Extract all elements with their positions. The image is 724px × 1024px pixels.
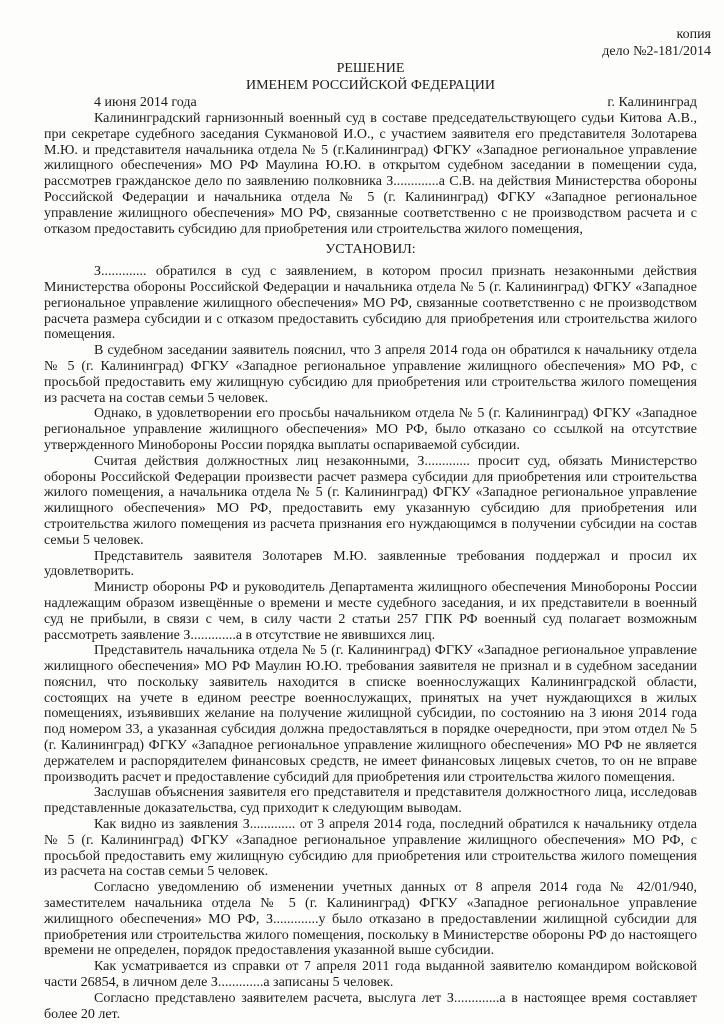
- paragraph: Однако, в удовлетворении его просьбы начальником отдела № 5 (г. Калининград) ФГКУ «Западное региональное управление жилищного обеспечения» МО РФ, было отказано со ссылкой на отсутствие утвержденного Минобороны России порядка выплаты оспариваемой субсидии.: [44, 406, 697, 453]
- decision-date: 4 июня 2014 года: [94, 95, 197, 110]
- paragraph: Министр обороны РФ и руководитель Департамента жилищного обеспечения Минобороны России надлежащим образом извещённые о времени и месте судебного заседания, и их представители в военный суд не прибыли, в связи с чем, в силу части 2 статьи 257 ГПК РФ военный суд полагает возможным рассмотреть заявление З.............а в отсутствие не явившихся лиц.: [44, 580, 697, 643]
- body-paragraphs: [44, 264, 697, 1022]
- dateline: [44, 94, 697, 111]
- paragraph: Считая действия должностных лиц незаконными, З............. просит суд, обязать Министерство обороны Российской Федерации произвести расчет размера субсидии для приобретения или строительства жилого помещения, а начальника отдела № 5 (г. Калининград) ФГКУ «Западное региональное управление жилищного обеспечения» МО РФ, предоставить ему указанную субсидию для приобретения или строительства жилого помещения из расчета признания его нуждающимся в получении субсидии на состав семьи 5 человек.: [44, 453, 697, 548]
- paragraph: Согласно уведомлению об изменении учетных данных от 8 апреля 2014 года № 42/01/940, заместителем начальника отдела № 5 (г. Калининград) ФГКУ «Западное региональное управление жилищного обеспечения» МО РФ, З.............у было отказано в предоставлении жилищной субсидии для приобретения или строительства жилого помещения, поскольку в Министерстве обороны РФ до настоящего времени не определен, порядок предоставления указанной выше субсидии.: [44, 880, 697, 959]
- paragraph: Представитель заявителя Золотарев М.Ю. заявленные требования поддержал и просил их удовлетворить.: [44, 548, 697, 580]
- document-title: РЕШЕНИЕ: [336, 61, 405, 76]
- document-subtitle: ИМЕНЕМ РОССИЙСКОЙ ФЕДЕРАЦИИ: [245, 78, 496, 93]
- paragraph: Заслушав объяснения заявителя его представителя и представителя должностного лица, исследовав представленные доказательства, суд приходит к следующим выводам.: [44, 785, 697, 817]
- paragraph: Как видно из заявления З............. от 3 апреля 2014 года, последний обратился к начальнику отдела № 5 (г. Калининград) ФГКУ «Западное региональное управление жилищного обеспечения» МО РФ, с просьбой предоставить ему жилищную субсидию для приобретения или строительства жилого помещения из расчета на состав семьи 5 человек.: [44, 817, 697, 880]
- established-heading: УСТАНОВИЛ:: [325, 242, 416, 258]
- decision-city: г. Калининград: [607, 95, 697, 110]
- copy-label: копия: [676, 27, 711, 42]
- paragraph: Как усматривается из справки от 7 апреля 2011 года выданной заявителю командиром войсковой части 26854, в личном деле З.............а записаны 5 человек.: [44, 959, 697, 991]
- paragraph: Согласно представлено заявителем расчета, выслуга лет З.............а в настоящее время составляет более 20 лет.: [44, 990, 697, 1022]
- paragraph: Представитель начальника отдела № 5 (г. Калининград) ФГКУ «Западное региональное управление жилищного обеспечения» МО РФ Маулин Ю.Ю. требования заявителя не признал и в судебном заседании пояснил, что поскольку заявитель находится в списке военнослужащих Калининградской области, состоящих на учете в едином реестре военнослужащих, принятых на учет нуждающихся в жилых помещениях, изъявивших желание на получение жилищной субсидии, по состоянию на 3 июня 2014 года под номером 33, а указанная субсидия должна предоставляться в порядке очередности, при этом отдел № 5 (г. Калининград) ФГКУ «Западное региональное управление жилищного обеспечения» МО РФ не является держателем и распорядителем финансовых средств, не имеет финансовых лицевых счетов, то он не вправе производить расчет и предоставление субсидий для приобретения или строительства жилого помещения.: [44, 643, 697, 785]
- paragraph: З............. обратился в суд с заявлением, в котором просил признать незаконными действия Министерства обороны Российской Федерации и начальника отдела № 5 (г. Калининград) ФГКУ «Западное региональное управление жилищного обеспечения» МО РФ, связанные соответственно с не производством расчета размера субсидии и с отказом предоставить субсидию для приобретения или строительства жилого помещения.: [44, 264, 697, 343]
- case-number: дело №2-181/2014: [602, 44, 711, 59]
- intro-paragraph: Калининградский гарнизонный военный суд в составе председательствующего судьи Китова А.В., при секретаре судебного заседания Сукмановой И.О., с участием заявителя его представителя Золотарева М.Ю. и представителя начальника отдела № 5 (г.Калининград) ФГКУ «Западное региональное управление жилищного обеспечения» МО РФ Маулина Ю.Ю. в открытом судебном заседании в помещении суда, рассмотрев гражданское дело по заявлению полковника З.............а С.В. на действия Министерства обороны Российской Федерации и начальника отдела № 5 (г. Калининград) ФГКУ «Западное региональное управление жилищного обеспечения» МО РФ, связанные соответственно с не производством расчета и с отказом предоставить субсидию для приобретения или строительства жилого помещения,: [44, 111, 697, 237]
- document-corner-labels: [44, 26, 711, 60]
- paragraph: В судебном заседании заявитель пояснил, что 3 апреля 2014 года он обратился к начальнику отдела № 5 (г. Калининград) ФГКУ «Западное региональное управление жилищного обеспечения» МО РФ, с просьбой предоставить ему жилищную субсидию для приобретения или строительства жилого помещения из расчета на состав семьи 5 человек.: [44, 343, 697, 406]
